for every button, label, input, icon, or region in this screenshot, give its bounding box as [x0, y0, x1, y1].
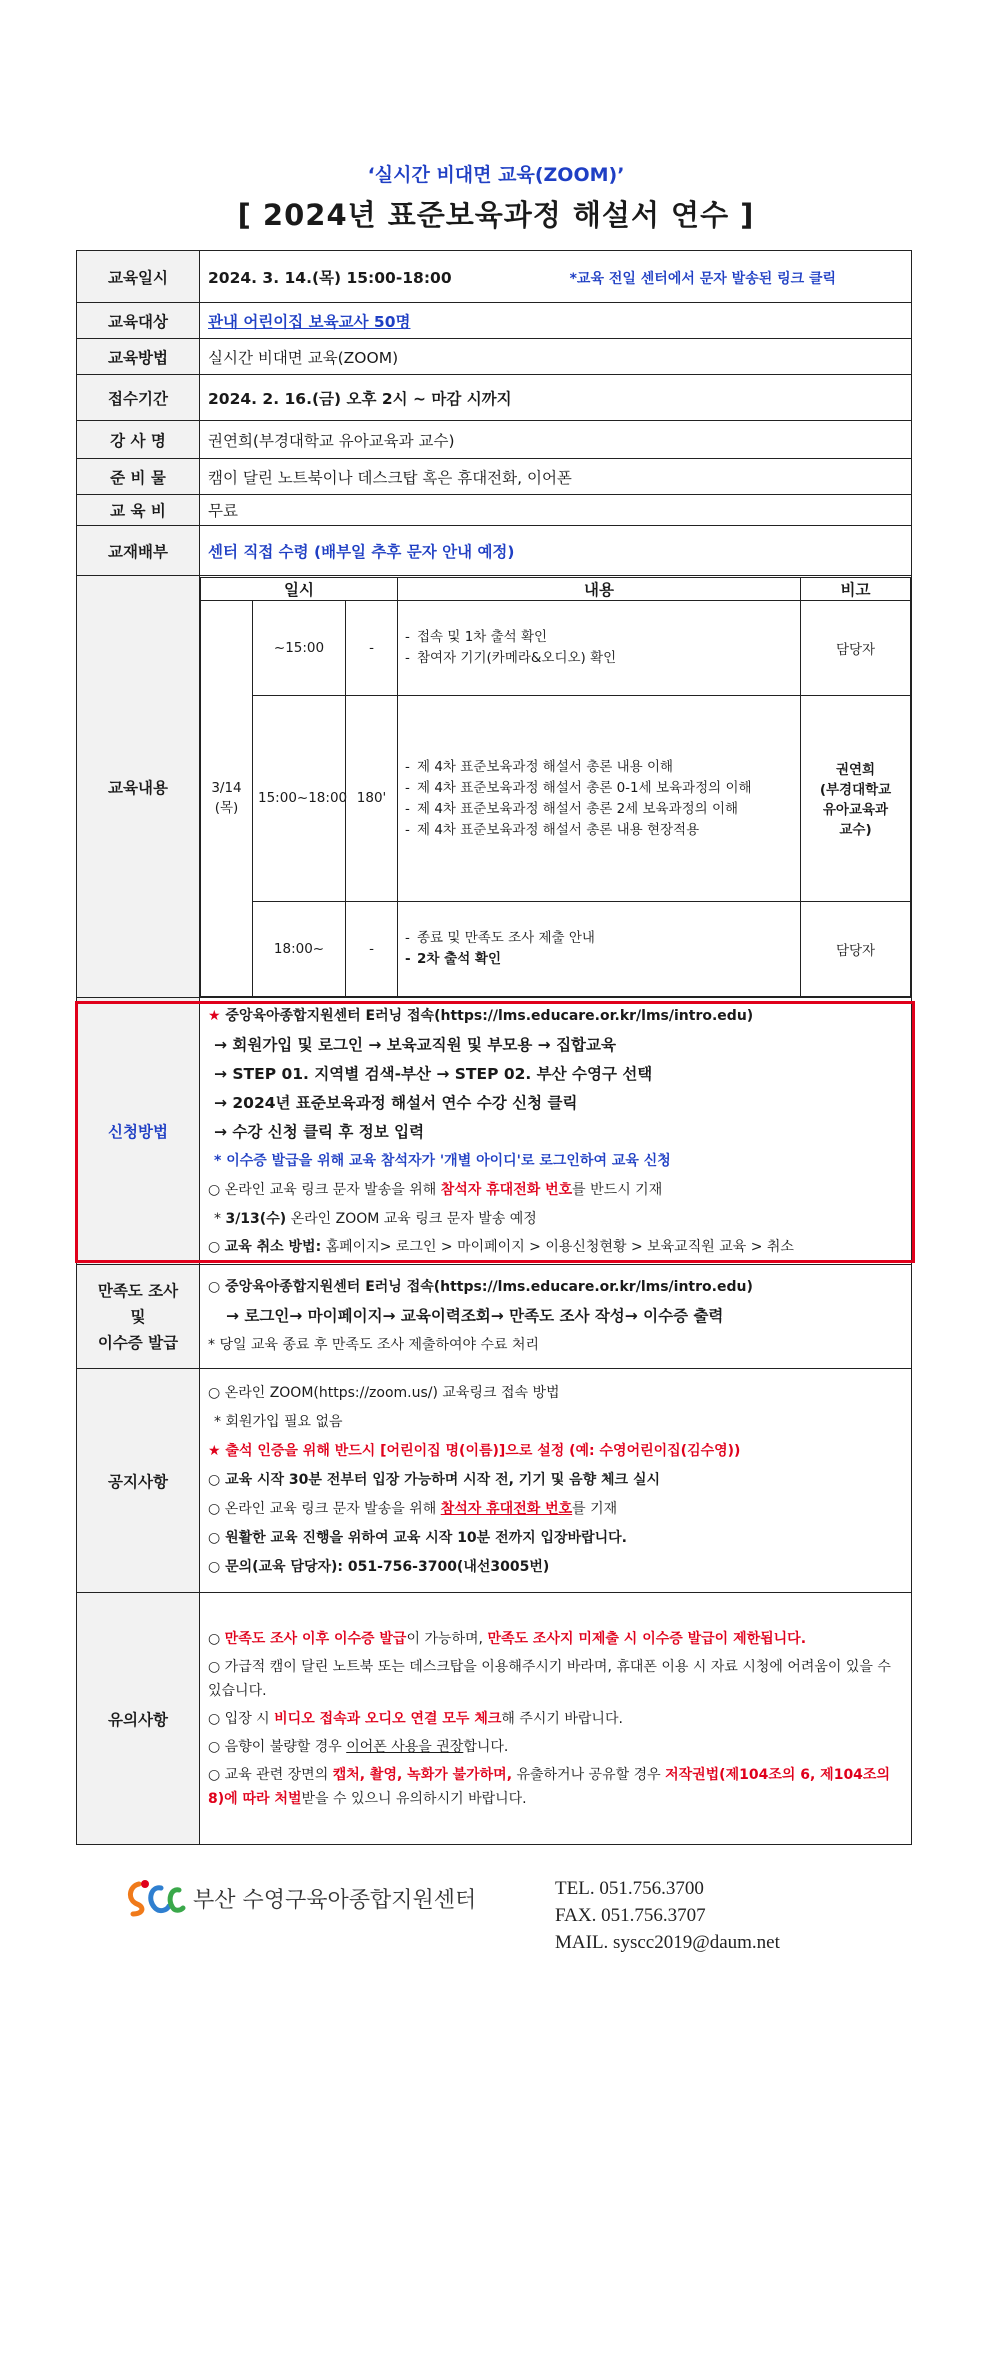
center-logo-icon — [125, 1878, 187, 1918]
text: 홈페이지> 로그인 > 마이페이지 > 이용신청현황 > 보육교직원 교육 > 취소 — [321, 1239, 794, 1255]
session-item: - 2차 출석 확인 — [403, 949, 795, 969]
label-period: 접수기간 — [77, 375, 200, 421]
row-method — [77, 339, 912, 375]
org-name: 부산 수영구육아종합지원센터 — [193, 1887, 477, 1913]
label-lecturer: 강 사 명 — [77, 421, 200, 459]
apply-line: → STEP 01. 지역별 검색-부산 → STEP 02. 부산 수영구 선택 — [214, 1065, 653, 1083]
session-row — [201, 901, 911, 996]
text: 해 주시기 바랍니다. — [501, 1710, 623, 1727]
row-prep — [77, 459, 912, 495]
apply-link[interactable]: 중앙육아종합지원센터 E러닝 접속(https://lms.educare.or.kr/lms/intro.edu) — [220, 1008, 754, 1024]
session-note: 담당자 — [801, 901, 911, 996]
header-time: 일시 — [201, 577, 398, 600]
session-row — [201, 695, 911, 901]
apply-line: → 수강 신청 클릭 후 정보 입력 — [214, 1123, 425, 1141]
info-table — [76, 250, 912, 1845]
header-note: 비고 — [801, 577, 911, 600]
text: 만족도 조사 이후 이수증 발급 — [224, 1630, 407, 1647]
caution-line — [208, 1707, 903, 1731]
text: ○ 온라인 교육 링크 문자 발송을 위해 — [208, 1501, 441, 1517]
text: 저작권법(제104조의 6, 제104조의 8)에 따라 처벌 — [208, 1766, 890, 1807]
star-icon: ★ — [208, 1008, 221, 1024]
notice-line: ○ 원활한 교육 진행을 위하여 교육 시작 10분 전까지 입장바랍니다. — [208, 1530, 627, 1546]
caution-line: ○ 가급적 캠이 달린 노트북 또는 데스크탑을 이용해주시기 바라며, 휴대폰 이용 시 자료 시청에 어려움이 있을 수 있습니다. — [208, 1658, 891, 1699]
apply-line — [208, 1236, 903, 1258]
session-item: - 제 4차 표준보육과정 해설서 총론 내용 이해 — [403, 757, 795, 777]
notice-line: ★ 출석 인증을 위해 반드시 [어린이집 명(이름)]으로 설정 (예: 수영어린이집(김수영)) — [208, 1443, 741, 1459]
session-item: - 제 4차 표준보육과정 해설서 총론 0-1세 보육과정의 이해 — [403, 778, 795, 798]
text: 비디오 접속과 오디오 연결 모두 체크 — [274, 1710, 502, 1727]
text: 를 반드시 기재 — [572, 1182, 663, 1198]
date-note: *교육 전일 센터에서 문자 발송된 링크 클릭 — [569, 270, 837, 287]
session-item: - 종료 및 만족도 조사 제출 안내 — [403, 928, 795, 948]
text: 합니다. — [463, 1738, 509, 1755]
apply-line — [208, 1004, 903, 1029]
row-date — [77, 251, 912, 303]
text: 유출하거나 공유할 경우 — [512, 1766, 666, 1783]
session-row — [201, 600, 911, 695]
apply-line: → 회원가입 및 로그인 → 보육교직원 및 부모용 → 집합교육 — [214, 1036, 616, 1054]
text: 받을 수 있으니 유의하시기 바랍니다. — [301, 1790, 527, 1807]
survey-line: → 로그인→ 마이페이지→ 교육이력조회→ 만족도 조사 작성→ 이수증 출력 — [226, 1307, 724, 1325]
header-content: 내용 — [398, 577, 801, 600]
apply-line — [208, 1178, 903, 1203]
label-prep: 준 비 물 — [77, 459, 200, 495]
label-notice: 공지사항 — [77, 1369, 200, 1593]
text: 참석자 휴대전화 번호 — [440, 1501, 573, 1517]
session-time: 18:00~ — [253, 901, 346, 996]
row-target — [77, 303, 912, 339]
row-caution — [77, 1593, 912, 1845]
apply-line: → 2024년 표준보육과정 해설서 연수 수강 신청 클릭 — [214, 1094, 578, 1112]
schedule-table — [200, 577, 911, 997]
label-caution: 유의사항 — [77, 1593, 200, 1845]
label-apply: 신청방법 — [77, 998, 200, 1265]
period-value: 2024. 2. 16.(금) 오후 2시 ~ 마감 시까지 — [200, 375, 912, 421]
text: 3/13(수) — [225, 1211, 287, 1227]
text: 를 기재 — [572, 1501, 618, 1517]
text: 이 가능하며, — [406, 1630, 488, 1647]
text: ○ — [208, 1630, 225, 1647]
text: 교육 취소 방법: — [224, 1239, 322, 1255]
notice-line — [208, 1497, 903, 1522]
row-notice — [77, 1369, 912, 1593]
label-method: 교육방법 — [77, 339, 200, 375]
session-time: 15:00~18:00 — [253, 695, 346, 901]
label-target: 교육대상 — [77, 303, 200, 339]
text: 캡처, 촬영, 녹화가 불가하며, — [332, 1766, 513, 1783]
text: 만족도 조사지 미제출 시 이수증 발급이 제한됩니다. — [487, 1630, 807, 1647]
session-day: 3/14 (목) — [201, 600, 253, 996]
prep-value: 캠이 달린 노트북이나 데스크탑 혹은 휴대전화, 이어폰 — [200, 459, 912, 495]
session-duration: - — [346, 600, 398, 695]
method-value: 실시간 비대면 교육(ZOOM) — [200, 339, 912, 375]
apply-line: * 이수증 발급을 위해 교육 참석자가 '개별 아이디'로 로그인하여 교육 신청 — [214, 1153, 671, 1169]
contact-info — [555, 1875, 780, 1956]
survey-line: ○ 중앙육아종합지원센터 E러닝 접속(https://lms.educare.or.kr/lms/intro.edu) — [208, 1279, 753, 1295]
fax: FAX. 051.756.3707 — [555, 1905, 706, 1926]
footer-logo — [125, 1878, 476, 1918]
caution-line — [208, 1763, 903, 1811]
label-fee: 교 육 비 — [77, 495, 200, 526]
session-note: 권연희 (부경대학교 유아교육과 교수) — [801, 695, 911, 901]
target-value: 관내 어린이집 보육교사 50명 — [208, 312, 411, 331]
row-survey — [77, 1265, 912, 1369]
page-title: [ 2024년 표준보육과정 해설서 연수 ] — [237, 198, 755, 232]
text: 참석자 휴대전화 번호 — [440, 1182, 573, 1198]
survey-line: * 당일 교육 종료 후 만족도 조사 제출하여야 수료 처리 — [208, 1337, 540, 1353]
fee-value: 무료 — [200, 495, 912, 526]
label-content: 교육내용 — [77, 576, 200, 998]
text: 온라인 ZOOM 교육 링크 문자 발송 예정 — [286, 1211, 537, 1227]
session-items — [403, 928, 795, 969]
text: * — [214, 1211, 226, 1227]
email[interactable]: MAIL. syscc2019@daum.net — [555, 1932, 780, 1953]
label-date: 교육일시 — [77, 251, 200, 303]
text: 이어폰 사용을 권장 — [346, 1738, 464, 1755]
row-lecturer — [77, 421, 912, 459]
caution-line — [208, 1735, 903, 1759]
text: ○ — [208, 1239, 225, 1255]
tel: TEL. 051.756.3700 — [555, 1878, 704, 1899]
schedule-header — [201, 577, 911, 600]
apply-line — [214, 1207, 903, 1232]
session-duration: - — [346, 901, 398, 996]
notice-line: * 회원가입 필요 없음 — [214, 1414, 343, 1430]
label-material: 교재배부 — [77, 526, 200, 576]
text: ○ 입장 시 — [208, 1710, 275, 1727]
session-item: - 접속 및 1차 출석 확인 — [403, 627, 795, 647]
notice-line: ○ 문의(교육 담당자): 051-756-3700(내선3005번) — [208, 1559, 550, 1575]
session-time: ~15:00 — [253, 600, 346, 695]
row-period — [77, 375, 912, 421]
date-value: 2024. 3. 14.(목) 15:00-18:00 — [208, 268, 452, 287]
text: ○ 교육 관련 장면의 — [208, 1766, 333, 1783]
session-duration: 180' — [346, 695, 398, 901]
label-survey: 만족도 조사 및 이수증 발급 — [77, 1265, 200, 1369]
notice-line: ○ 교육 시작 30분 전부터 입장 가능하며 시작 전, 기기 및 음향 체크 실시 — [208, 1472, 661, 1488]
caution-line — [208, 1627, 903, 1651]
session-item: - 제 4차 표준보육과정 해설서 총론 내용 현장적용 — [403, 820, 795, 840]
notice-line: ○ 온라인 ZOOM(https://zoom.us/) 교육링크 접속 방법 — [208, 1385, 560, 1401]
session-items — [403, 757, 795, 840]
session-note: 담당자 — [801, 600, 911, 695]
row-content — [77, 576, 912, 998]
session-item: - 제 4차 표준보육과정 해설서 총론 2세 보육과정의 이해 — [403, 799, 795, 819]
lecturer-value: 권연희(부경대학교 유아교육과 교수) — [200, 421, 912, 459]
text: ○ 온라인 교육 링크 문자 발송을 위해 — [208, 1182, 441, 1198]
row-material — [77, 526, 912, 576]
session-items — [403, 627, 795, 668]
text: ○ 음향이 불량할 경우 — [208, 1738, 347, 1755]
session-item: - 참여자 기기(카메라&오디오) 확인 — [403, 648, 795, 668]
row-apply — [77, 998, 912, 1265]
row-fee — [77, 495, 912, 526]
subtitle: ‘실시간 비대면 교육(ZOOM)’ — [367, 164, 625, 186]
material-value: 센터 직접 수령 (배부일 추후 문자 안내 예정) — [200, 526, 912, 576]
